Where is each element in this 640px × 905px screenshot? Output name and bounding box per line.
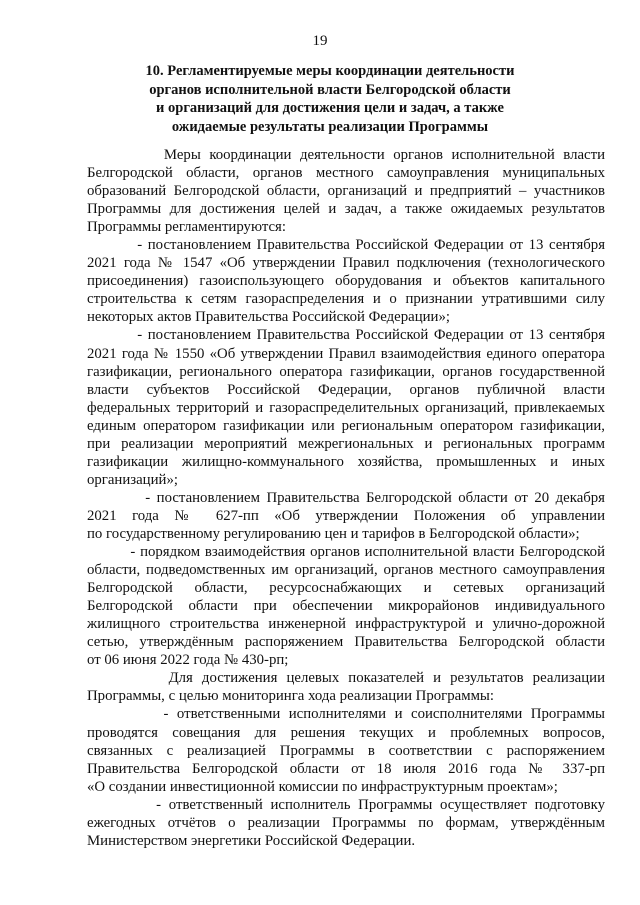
paragraph-line: Программы для достижения целей и задач, а также ожидаемых результатов — [87, 201, 605, 218]
paragraph-line: - постановлением Правительства Белгородской области от 20 декабря — [87, 489, 605, 506]
paragraph-line: 2021 года № 627-пп «Об утверждении Положения об управлении — [87, 507, 605, 524]
paragraph-line: некоторых актов Правительства Российской Федерации»; — [87, 309, 450, 326]
paragraph-line: строительства к сетям газораспределения и о признании утратившими силу — [87, 291, 605, 308]
paragraph-line: по государственному регулированию цен и тарифов в Белгородской области»; — [87, 525, 580, 542]
paragraph-line: - постановлением Правительства Российской Федерации от 13 сентября — [87, 237, 605, 254]
paragraph-line: единым оператором газификации или региональным оператором газификации, — [87, 417, 605, 434]
paragraph-line: ежегодных отчётов о реализации Программы по формам, утверждённым — [87, 814, 605, 831]
paragraph-line: Белгородской области, органов местного самоуправления муниципальных — [87, 165, 605, 182]
paragraph — [87, 669, 605, 705]
paragraph-line: - порядком взаимодействия органов исполнительной власти Белгородской — [87, 544, 605, 561]
paragraph-line: при реализации мероприятий межрегиональных и региональных программ — [87, 435, 605, 452]
paragraph-line: Правительства Белгородской области от 18 июля 2016 года № 337-рп — [87, 760, 605, 777]
paragraph-line: 2021 года № 1550 «Об утверждении Правил взаимодействия единого оператора — [87, 345, 605, 362]
paragraph — [87, 705, 605, 795]
section-heading — [110, 62, 550, 136]
paragraph-line: от 06 июня 2022 года № 430-рп; — [87, 652, 289, 669]
paragraph-line: сетью, утверждённым распоряжением Правительства Белгородской области — [87, 634, 605, 651]
paragraph-line: - ответственный исполнитель Программы осуществляет подготовку — [87, 796, 605, 813]
paragraph — [87, 796, 605, 850]
paragraph-line: «О создании инвестиционной комиссии по инфраструктурным проектам»; — [87, 778, 558, 795]
paragraph-line: связанных с реализацией Программы в соответствии с распоряжением — [87, 742, 605, 759]
paragraph — [87, 326, 605, 488]
paragraph-line: организаций»; — [87, 471, 178, 488]
paragraph-line: Министерством энергетики Российской Федерации. — [87, 832, 416, 849]
paragraph-line: Программы, с целью мониторинга хода реализации Программы: — [87, 688, 494, 705]
heading-line: органов исполнительной власти Белгородской области — [149, 81, 511, 98]
paragraph-line: Меры координации деятельности органов исполнительной власти — [87, 147, 605, 163]
paragraph-line: области, подведомственных им организаций, органов местного самоуправления — [87, 562, 605, 579]
paragraph-line: образований Белгородской области, организаций и предприятий – участников — [87, 183, 605, 200]
paragraph — [87, 543, 605, 669]
paragraph-line: - ответственными исполнителями и соисполнителями Программы — [87, 706, 605, 723]
heading-line: 10. Регламентируемые меры координации деятельности — [145, 63, 515, 79]
paragraph-line: газификации жилищно-коммунального хозяйства, промышленных и иных — [87, 453, 605, 470]
section-body — [87, 146, 605, 850]
paragraph-line: присоединения) газоиспользующего оборудования и объектов капитального — [87, 273, 605, 290]
page-number: 19 — [312, 33, 328, 49]
paragraph-line: - постановлением Правительства Российской Федерации от 13 сентября — [87, 327, 605, 344]
paragraph — [87, 489, 605, 543]
heading-line: и организаций для достижения цели и задач, а также — [156, 100, 504, 116]
paragraph-line: федеральных территорий и газораспределительных организаций, привлекаемых — [87, 399, 605, 416]
paragraph-line: Белгородской области, ресурсоснабжающих и сетевых организаций — [87, 580, 605, 597]
paragraph-line: газификации, регионального оператора газификации, органов государственной — [87, 363, 605, 380]
paragraph-line: Программы регламентируются: — [87, 219, 286, 236]
paragraph-line: Белгородской области при обеспечении микрорайонов индивидуального — [87, 598, 605, 615]
heading-line: ожидаемые результаты реализации Программы — [171, 118, 489, 135]
paragraph-line: 2021 года № 1547 «Об утверждении Правил подключения (технологического — [87, 255, 605, 272]
paragraph-line: проводятся совещания для решения текущих и проблемных вопросов, — [87, 724, 605, 741]
paragraph — [87, 146, 605, 236]
paragraph-line: жилищного строительства инженерной инфраструктурой и улично-дорожной — [87, 616, 605, 633]
paragraph-line: Для достижения целевых показателей и результатов реализации — [87, 670, 605, 687]
paragraph — [87, 236, 605, 326]
paragraph-line: власти субъектов Российской Федерации, органов публичной власти — [87, 381, 605, 398]
